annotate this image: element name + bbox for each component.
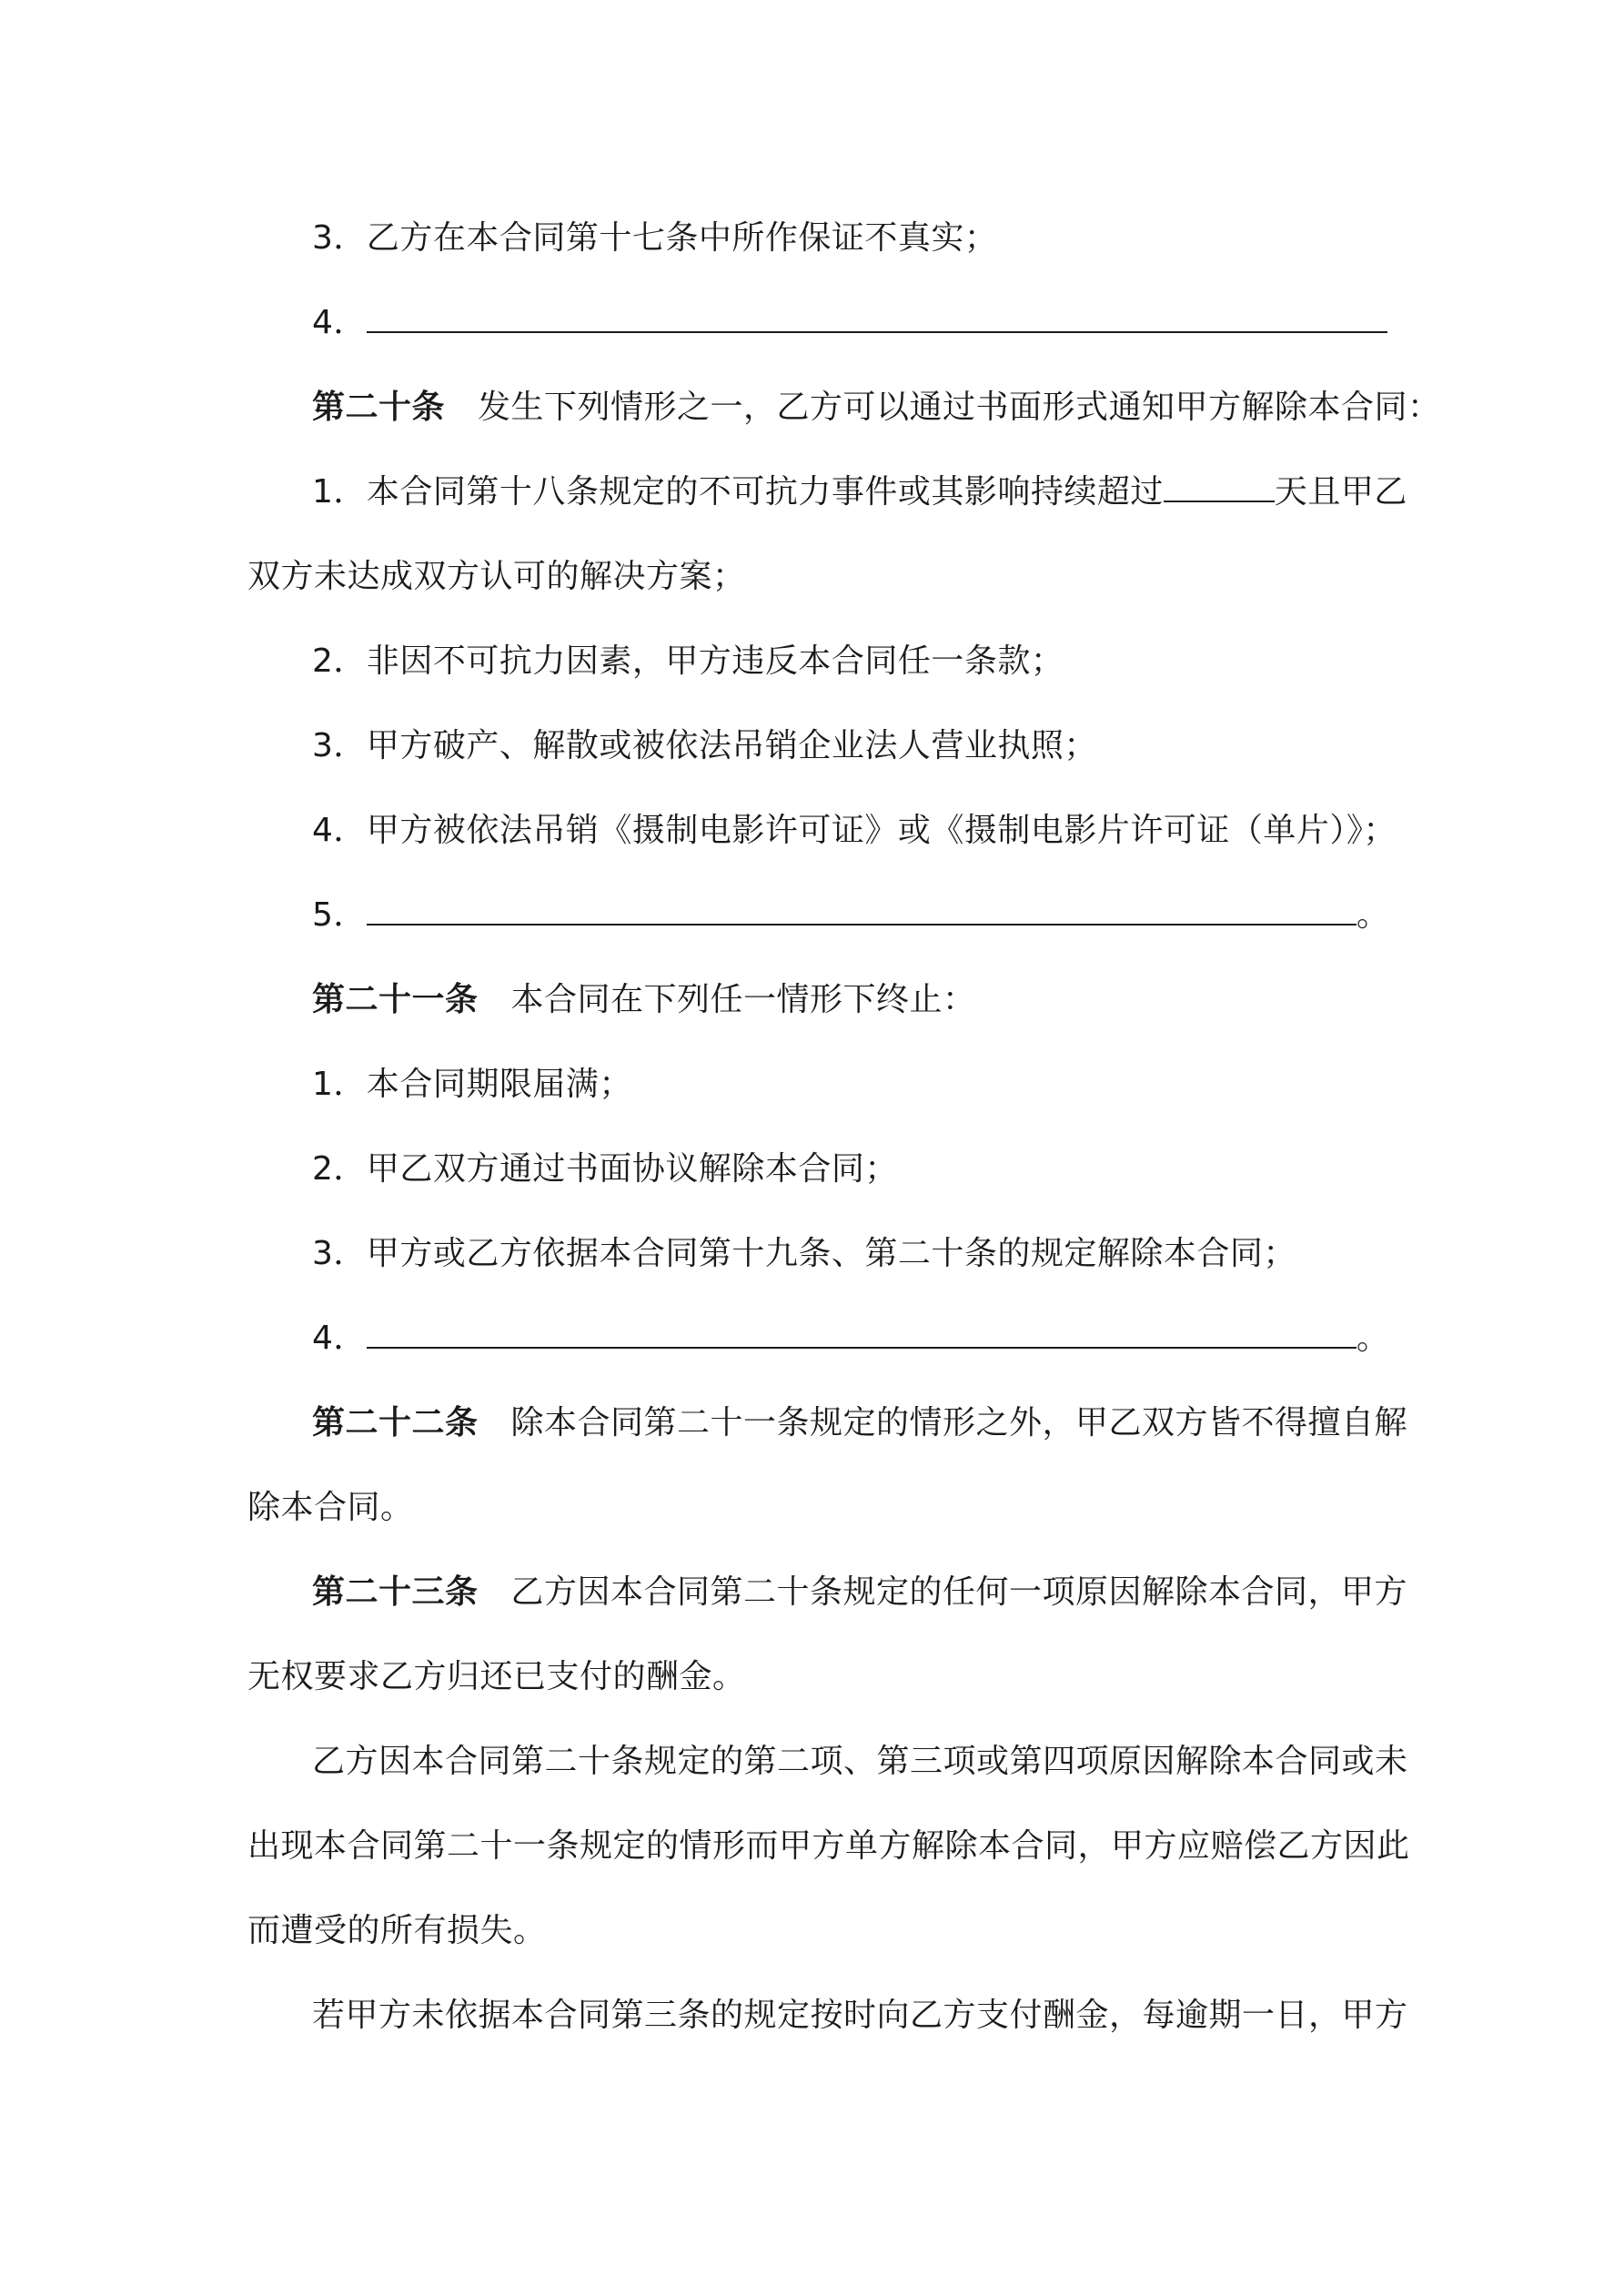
item-number: 5．: [312, 896, 367, 934]
clause-text: 乙方因本合同第二十条规定的第二项、第三项或第四项原因解除本合同或未: [312, 1743, 1408, 1780]
clause-19-item-3: [312, 217, 997, 260]
clause-text-cont: 天且甲乙: [1274, 473, 1407, 511]
period: 。: [1356, 896, 1390, 934]
article-23-para-2-line-3: [247, 1909, 547, 1953]
article-title: 第二十一条: [312, 981, 479, 1018]
article-text: 乙方因本合同第二十条规定的任何一项原因解除本合同，甲方: [510, 1573, 1408, 1611]
clause-text: 除本合同。: [247, 1489, 414, 1526]
article-21-item-1: [312, 1063, 632, 1107]
article-21-item-3: [312, 1232, 1296, 1276]
article-text: 本合同在下列任一情形下终止：: [510, 981, 976, 1018]
article-22-heading: [312, 1401, 1407, 1445]
clause-19-item-4: [312, 301, 1387, 345]
days-blank[interactable]: [1164, 473, 1275, 502]
article-20-item-3: [312, 724, 1097, 768]
clause-text: 4．甲方被依法吊销《摄制电影许可证》或《摄制电影片许可证（单片）》；: [312, 812, 1397, 849]
article-23-para-3: [312, 1994, 1408, 2038]
article-text: 除本合同第二十一条规定的情形之外，甲乙双方皆不得擅自解: [510, 1404, 1408, 1441]
fill-in-blank[interactable]: [367, 304, 1387, 333]
article-20-item-1-cont: [247, 555, 746, 599]
article-21-heading: [312, 978, 976, 1022]
article-title: 第二十二条: [312, 1404, 479, 1441]
period: 。: [1356, 1320, 1390, 1357]
article-title: 第二十条: [312, 389, 446, 426]
clause-text: 1．本合同第十八条规定的不可抗力事件或其影响持续超过: [312, 473, 1164, 511]
clause-text: 双方未达成双方认可的解决方案；: [247, 558, 746, 595]
article-23-para-2-line-2: [247, 1825, 1410, 1868]
article-20-item-2: [312, 640, 1064, 683]
article-23-para-2: [312, 1740, 1408, 1784]
clause-text: 出现本合同第二十一条规定的情形而甲方单方解除本合同，甲方应赔偿乙方因此: [247, 1827, 1410, 1865]
fill-in-blank[interactable]: [367, 896, 1357, 925]
article-20-heading: [312, 386, 1441, 430]
clause-text: 1．本合同期限届满；: [312, 1066, 632, 1103]
item-number: 4．: [312, 304, 367, 341]
article-21-item-2: [312, 1148, 898, 1191]
article-20-item-1: [312, 470, 1407, 514]
clause-text: 3．甲方或乙方依据本合同第十九条、第二十条的规定解除本合同；: [312, 1235, 1296, 1272]
clause-text: 若甲方未依据本合同第三条的规定按时向乙方支付酬金，每逾期一日，甲方: [312, 1997, 1408, 2034]
article-23-heading: [312, 1571, 1407, 1614]
clause-text: 3．乙方在本合同第十七条中所作保证不真实；: [312, 219, 998, 257]
article-20-item-5: [312, 894, 1389, 937]
article-20-item-4: [312, 809, 1397, 853]
clause-text: 无权要求乙方归还已支付的酬金。: [247, 1658, 746, 1695]
article-title: 第二十三条: [312, 1573, 479, 1611]
clause-text: 3．甲方破产、解散或被依法吊销企业法人营业执照；: [312, 727, 1097, 764]
article-23-cont: [247, 1655, 746, 1699]
article-22-cont: [247, 1486, 414, 1530]
fill-in-blank[interactable]: [367, 1320, 1357, 1349]
clause-text: 2．甲乙双方通过书面协议解除本合同；: [312, 1150, 898, 1188]
article-text: 发生下列情形之一，乙方可以通过书面形式通知甲方解除本合同：: [478, 389, 1441, 426]
clause-text: 2．非因不可抗力因素，甲方违反本合同任一条款；: [312, 642, 1064, 680]
item-number: 4．: [312, 1320, 367, 1357]
article-21-item-4: [312, 1317, 1389, 1360]
clause-text: 而遭受的所有损失。: [247, 1912, 547, 1949]
